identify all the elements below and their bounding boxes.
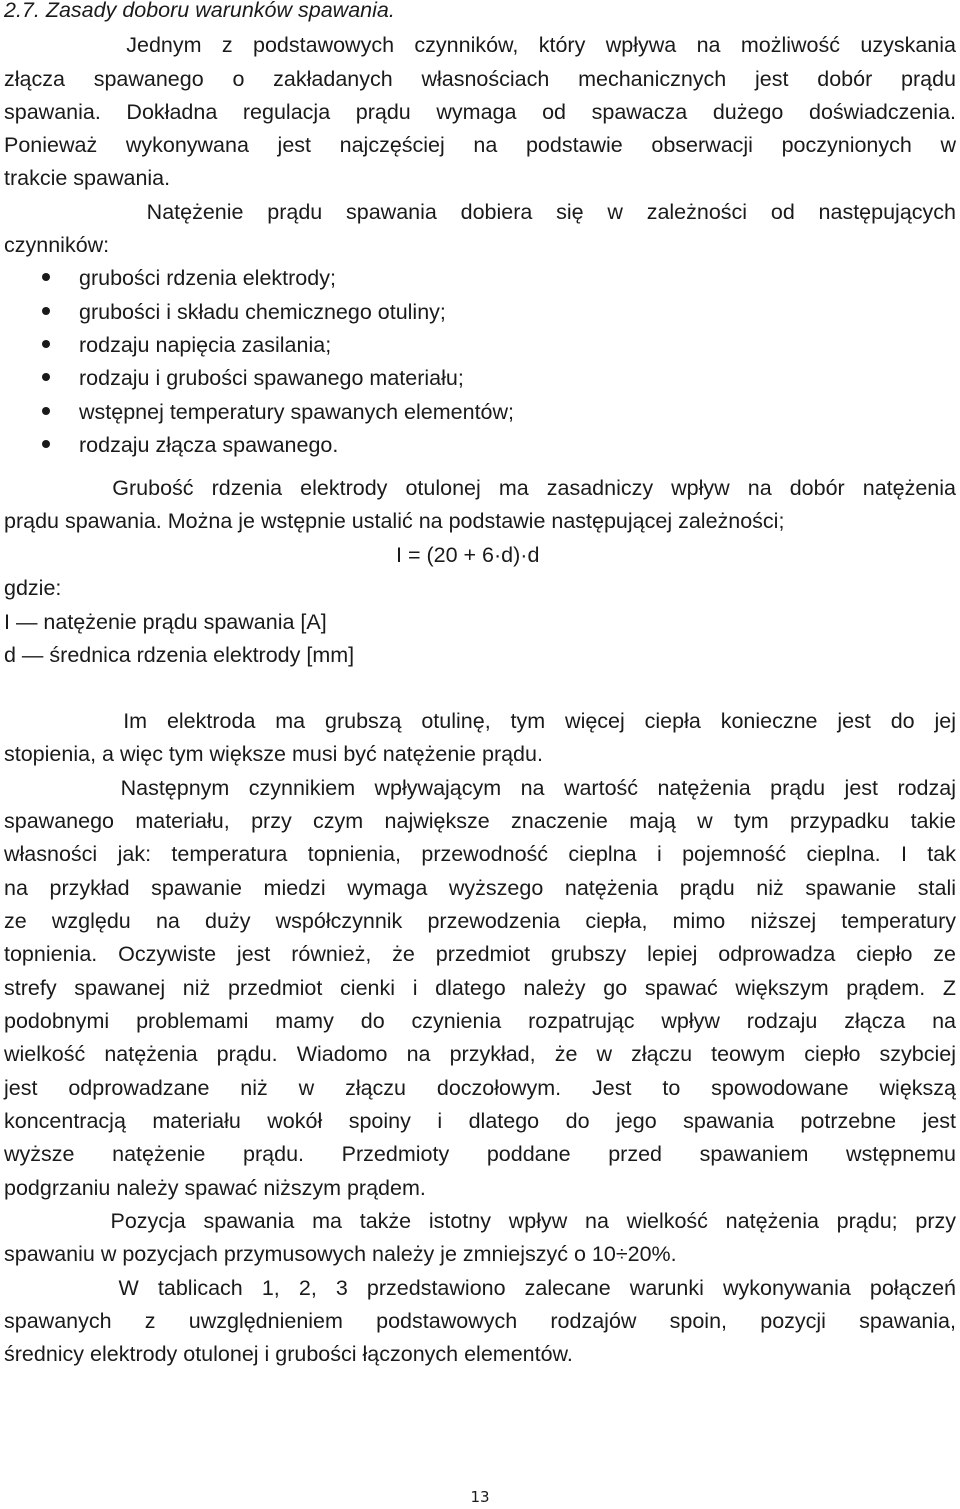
bullet-item: rodzaju napięcia zasilania; bbox=[79, 333, 332, 357]
bullet-dot bbox=[42, 373, 50, 381]
p5-line-4: na przykład spawanie miedzi wymaga wyższego natężenia prądu niż spawanie stali bbox=[4, 876, 956, 900]
p4-line-1: Im elektroda ma grubszą otulinę, tym więcej ciepła konieczne jest do jej bbox=[4, 709, 956, 733]
p1-line-5: trakcie spawania. bbox=[4, 166, 171, 190]
p1-line-4: Ponieważ wykonywana jest najczęściej na podstawie obserwacji poczynionych w bbox=[4, 133, 956, 157]
p1-line-3: spawania. Dokładna regulacja prądu wymaga od spawacza dużego doświadczenia. bbox=[4, 100, 956, 124]
p7-line-1: W tablicach 1, 2, 3 przedstawiono zalecane warunki wykonywania połączeń bbox=[4, 1276, 956, 1300]
section-heading: 2.7. Zasady doboru warunków spawania. bbox=[4, 0, 395, 22]
p2-line-1: Natężenie prądu spawania dobiera się w zależności od następujących bbox=[4, 200, 956, 224]
p6-line-2: spawaniu w pozycjach przymusowych należy je zmniejszyć o 10÷20%. bbox=[4, 1242, 677, 1266]
bullet-dot bbox=[42, 307, 50, 315]
bullet-item: grubości rdzenia elektrody; bbox=[79, 266, 336, 290]
p6-line-1: Pozycja spawania ma także istotny wpływ na wielkość natężenia prądu; przy bbox=[4, 1209, 956, 1233]
p5-line-2: spawanego materiału, przy czym największe znaczenie mają w tym przypadku takie bbox=[4, 809, 956, 833]
definition-i: I — natężenie prądu spawania [A] bbox=[4, 610, 327, 634]
p5-line-9: wielkość natężenia prądu. Wiadomo na przykład, że w złączu teowym ciepło szybciej bbox=[4, 1042, 956, 1066]
bullet-item: grubości i składu chemicznego otuliny; bbox=[79, 300, 446, 324]
page-number: 13 bbox=[470, 1488, 490, 1506]
formula: I = (20 + 6·d)·d bbox=[396, 543, 540, 567]
p7-line-3: średnicy elektrody otulonej i grubości łączonych elementów. bbox=[4, 1342, 573, 1366]
bullet-dot bbox=[42, 340, 50, 348]
p5-line-6: topnienia. Oczywiste jest również, że przedmiot grubszy lepiej odprowadza ciepło ze bbox=[4, 942, 956, 966]
p5-line-5: ze względu na duży współczynnik przewodzenia ciepła, mimo niższej temperatury bbox=[4, 909, 956, 933]
where-label: gdzie: bbox=[4, 576, 62, 600]
p1-line-2: złącza spawanego o zakładanych własnościach mechanicznych jest dobór prądu bbox=[4, 67, 956, 91]
p1-line-1: Jednym z podstawowych czynników, który wpływa na możliwość uzyskania bbox=[4, 33, 956, 57]
bullet-item: wstępnej temperatury spawanych elementów; bbox=[79, 400, 514, 424]
bullet-item: rodzaju złącza spawanego. bbox=[79, 433, 339, 457]
p3-line-2: prądu spawania. Można je wstępnie ustalić na podstawie następującej zależności; bbox=[4, 509, 785, 533]
p5-line-1: Następnym czynnikiem wpływającym na wartość natężenia prądu jest rodzaj bbox=[4, 776, 956, 800]
definition-d: d — średnica rdzenia elektrody [mm] bbox=[4, 643, 355, 667]
p2-line-2: czynników: bbox=[4, 233, 110, 257]
p5-line-11: koncentracją materiału wokół spoiny i dlatego do jego spawania potrzebne jest bbox=[4, 1109, 956, 1133]
bullet-dot bbox=[42, 407, 50, 415]
bullet-dot bbox=[42, 440, 50, 448]
p5-line-7: strefy spawanej niż przedmiot cienki i dlatego należy go spawać większym prądem. Z bbox=[4, 976, 956, 1000]
p5-line-3: własności jak: temperatura topnienia, przewodność cieplna i pojemność cieplna. I tak bbox=[4, 842, 956, 866]
p5-line-8: podobnymi problemami mamy do czynienia rozpatrując wpływ rodzaju złącza na bbox=[4, 1009, 956, 1033]
bullet-dot bbox=[42, 273, 50, 281]
p5-line-13: podgrzaniu należy spawać niższym prądem. bbox=[4, 1176, 426, 1200]
p7-line-2: spawanych z uwzględnieniem podstawowych rodzajów spoin, pozycji spawania, bbox=[4, 1309, 956, 1333]
p5-line-12: wyższe natężenie prądu. Przedmioty poddane przed spawaniem wstępnemu bbox=[4, 1142, 956, 1166]
bullet-item: rodzaju i grubości spawanego materiału; bbox=[79, 366, 464, 390]
p4-line-2: stopienia, a więc tym większe musi być natężenie prądu. bbox=[4, 742, 543, 766]
p3-line-1: Grubość rdzenia elektrody otulonej ma zasadniczy wpływ na dobór natężenia bbox=[4, 476, 956, 500]
p5-line-10: jest odprowadzane niż w złączu doczołowym. Jest to spowodowane większą bbox=[4, 1076, 956, 1100]
